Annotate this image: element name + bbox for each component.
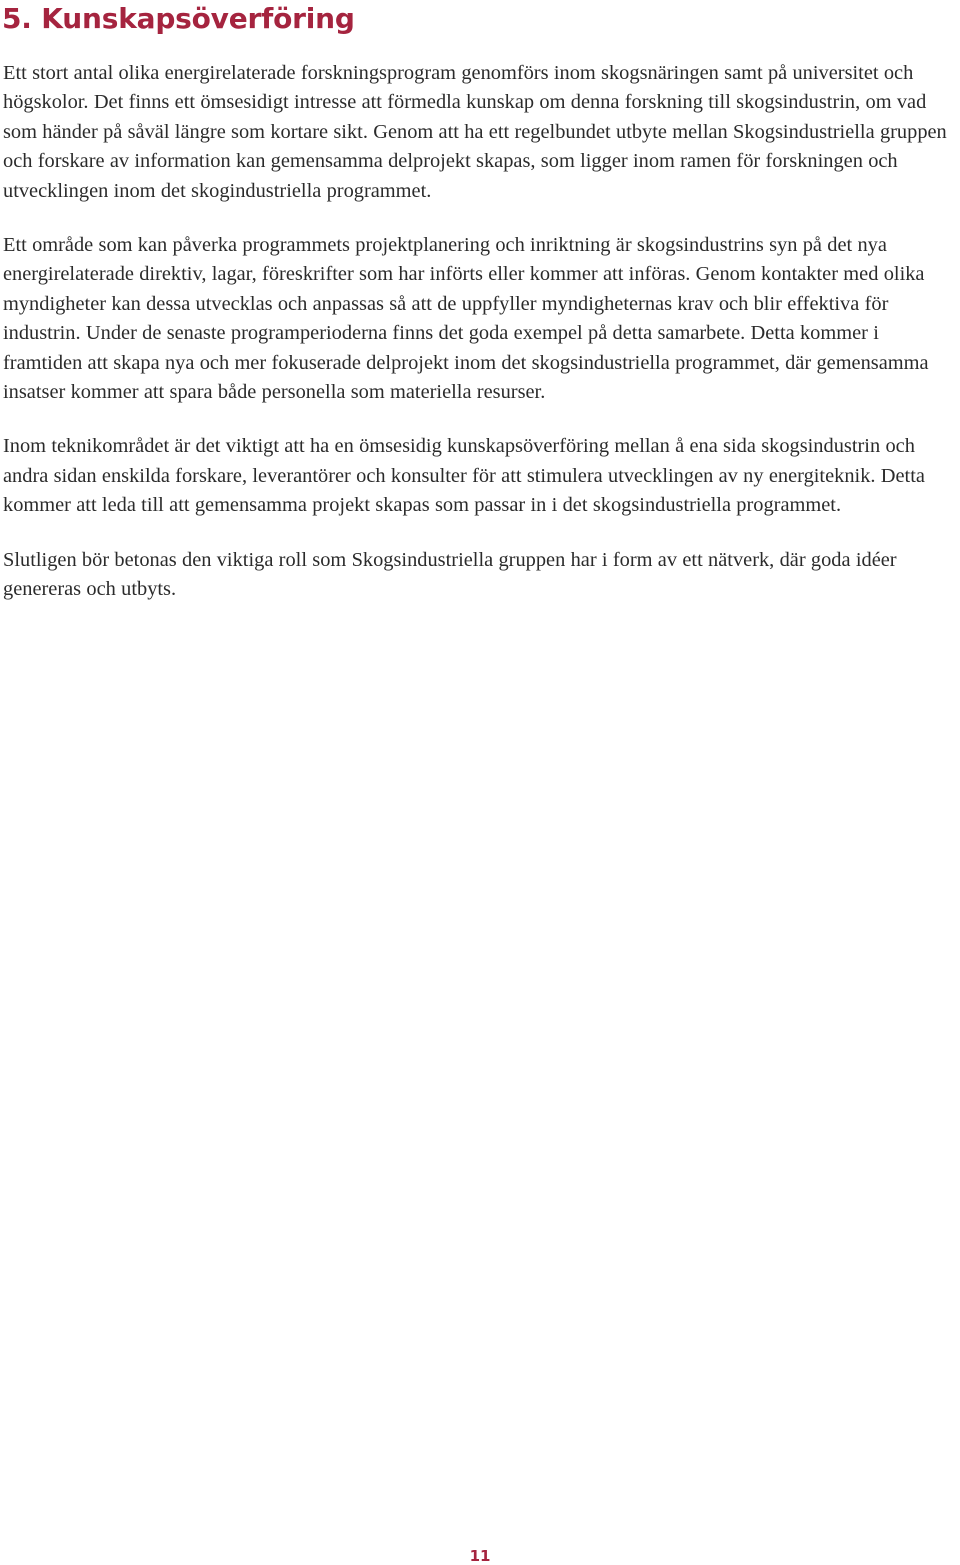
- section-heading: 5. Kunskapsöverföring: [2, 2, 355, 35]
- paragraph-2: Ett område som kan påverka programmets projektplanering och inriktning är skogsindustrins syn på det nya energirelaterade direktiv, lagar, föreskrifter som har införts eller kommer att införas. Genom kontakter med olika myndigheter kan dessa utvecklas och anpassas så att de uppfyller myndigheternas krav och blir effektiva för industrin. Under de senaste programperioderna finns det goda exempel på detta samarbete. Detta kommer i framtiden att skapa nya och mer fokuserade delprojekt inom det skogsindustriella programmet, där gemensamma insatser kommer att spara både personella som materiella resurser.: [3, 234, 929, 404]
- paragraph-3: Inom teknikområdet är det viktigt att ha en ömsesidig kunskapsöverföring mellan å ena sida skogsindustrin och andra sidan enskilda forskare, leverantörer och konsulter för att stimulera utvecklingen av ny energiteknik. Detta kommer att leda till att gemensamma projekt skapas som passar in i det skogsindustriella programmet.: [3, 435, 925, 517]
- body-text: [3, 59, 959, 630]
- page-number: 11: [469, 1547, 491, 1565]
- paragraph-4: Slutligen bör betonas den viktiga roll som Skogsindustriella gruppen har i form av ett nätverk, där goda idéer genereras och utbyts.: [3, 548, 897, 601]
- paragraph-1: Ett stort antal olika energirelaterade forskningsprogram genomförs inom skogsnäringen samt på universitet och högskolor. Det finns ett ömsesidigt intresse att förmedla kunskap om denna forskning till skogsindustrin, om vad som händer på såväl längre som kortare sikt. Genom att ha ett regelbundet utbyte mellan Skogsindustriella gruppen och forskare av information kan gemensamma delprojekt skapas, som ligger inom ramen för forskningen och utvecklingen inom det skogindustriella programmet.: [3, 62, 947, 202]
